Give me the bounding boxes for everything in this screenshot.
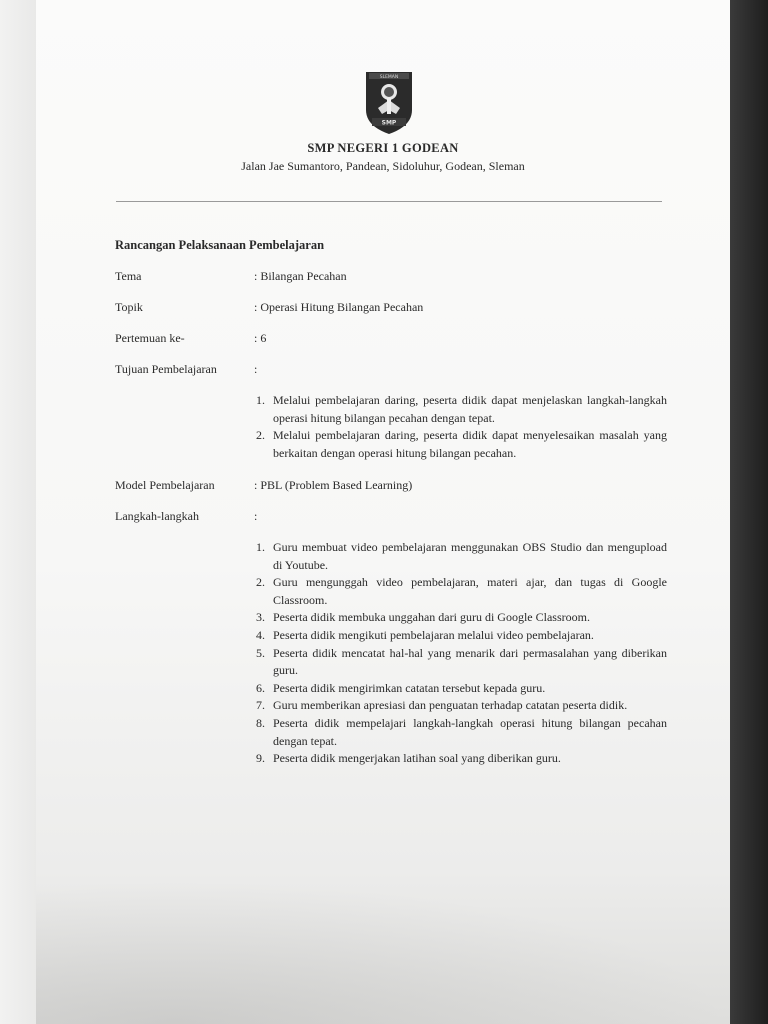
list-item-text: Guru mengunggah video pembelajaran, materi ajar, dan tugas di Google Classroom.: [273, 575, 667, 607]
field-label-pertemuan: Pertemuan ke-: [115, 331, 185, 345]
list-item: [247, 697, 667, 715]
list-item-text: Peserta didik mengerjakan latihan soal yang diberikan guru.: [273, 751, 561, 766]
list-item-text: Guru memberikan apresiasi dan penguatan terhadap catatan peserta didik.: [273, 698, 628, 713]
list-item: [247, 680, 667, 698]
page-edge-left: [0, 0, 36, 1024]
page-edge-right: [730, 0, 768, 1024]
list-item: [247, 574, 667, 609]
list-item: [247, 427, 667, 462]
list-item-text: Peserta didik mencatat hal-hal yang menarik dari permasalahan yang diberikan guru.: [273, 645, 667, 678]
list-item-number: 2.: [256, 575, 265, 590]
tujuan-list: [247, 392, 667, 462]
header-divider: [116, 201, 662, 202]
field-value-langkah: :: [254, 509, 258, 523]
field-value-tujuan: :: [254, 362, 258, 376]
list-item-text: Melalui pembelajaran daring, peserta didik dapat menjelaskan langkah-langkah operasi hitung bilangan pecahan dengan tepat.: [273, 393, 667, 425]
school-logo: [364, 70, 414, 136]
list-item-number: 1.: [256, 393, 265, 407]
list-item-number: 9.: [256, 751, 265, 766]
list-item-text: Peserta didik membuka unggahan dari guru di Google Classroom.: [273, 610, 590, 625]
field-label-langkah: Langkah-langkah: [115, 509, 199, 523]
field-value-model: : PBL (Problem Based Learning): [254, 478, 413, 492]
list-item-number: 6.: [256, 680, 265, 695]
list-item-number: 3.: [256, 610, 265, 625]
list-item: [247, 750, 667, 768]
list-item: [247, 392, 667, 427]
list-item-number: 4.: [256, 627, 265, 642]
list-item-number: 7.: [256, 698, 265, 713]
logo-top-text: SLEMAN: [379, 75, 399, 80]
field-label-topik: Topik: [115, 300, 143, 314]
list-item: [247, 627, 667, 645]
list-item-number: 2.: [256, 428, 265, 443]
list-item-text: Peserta didik mengirimkan catatan tersebut kepada guru.: [273, 680, 546, 695]
field-label-model: Model Pembelajaran: [115, 478, 215, 492]
document-title: Rancangan Pelaksanaan Pembelajaran: [115, 238, 325, 252]
list-item-number: 5.: [256, 645, 265, 660]
field-value-tema: : Bilangan Pecahan: [254, 269, 347, 283]
list-item: [247, 715, 667, 750]
school-address: Jalan Jae Sumantoro, Pandean, Sidoluhur, Godean, Sleman: [241, 159, 525, 173]
list-item-text: Peserta didik mempelajari langkah-langkah operasi hitung bilangan pecahan dengan tepat.: [273, 715, 667, 748]
logo-bottom-text: SMP: [381, 119, 397, 127]
langkah-list: [247, 539, 667, 768]
list-item-number: 1.: [256, 540, 265, 554]
list-item-text: Guru membuat video pembelajaran menggunakan OBS Studio dan mengupload di Youtube.: [273, 540, 667, 572]
field-value-topik: : Operasi Hitung Bilangan Pecahan: [254, 300, 424, 314]
list-item-number: 8.: [256, 715, 265, 730]
school-name: SMP NEGERI 1 GODEAN: [307, 141, 459, 155]
list-item-text: Melalui pembelajaran daring, peserta didik dapat menyelesaikan masalah yang berkaitan dengan operasi hitung bilangan pecahan.: [273, 428, 667, 460]
document-page: [36, 0, 730, 1024]
list-item: [247, 539, 667, 574]
list-item: [247, 645, 667, 680]
field-label-tujuan: Tujuan Pembelajaran: [115, 362, 217, 376]
field-label-tema: Tema: [115, 269, 142, 283]
list-item-text: Peserta didik mengikuti pembelajaran melalui video pembelajaran.: [273, 627, 594, 642]
field-value-pertemuan: : 6: [254, 331, 267, 345]
list-item: [247, 609, 667, 627]
page-shadow: [36, 880, 730, 1024]
